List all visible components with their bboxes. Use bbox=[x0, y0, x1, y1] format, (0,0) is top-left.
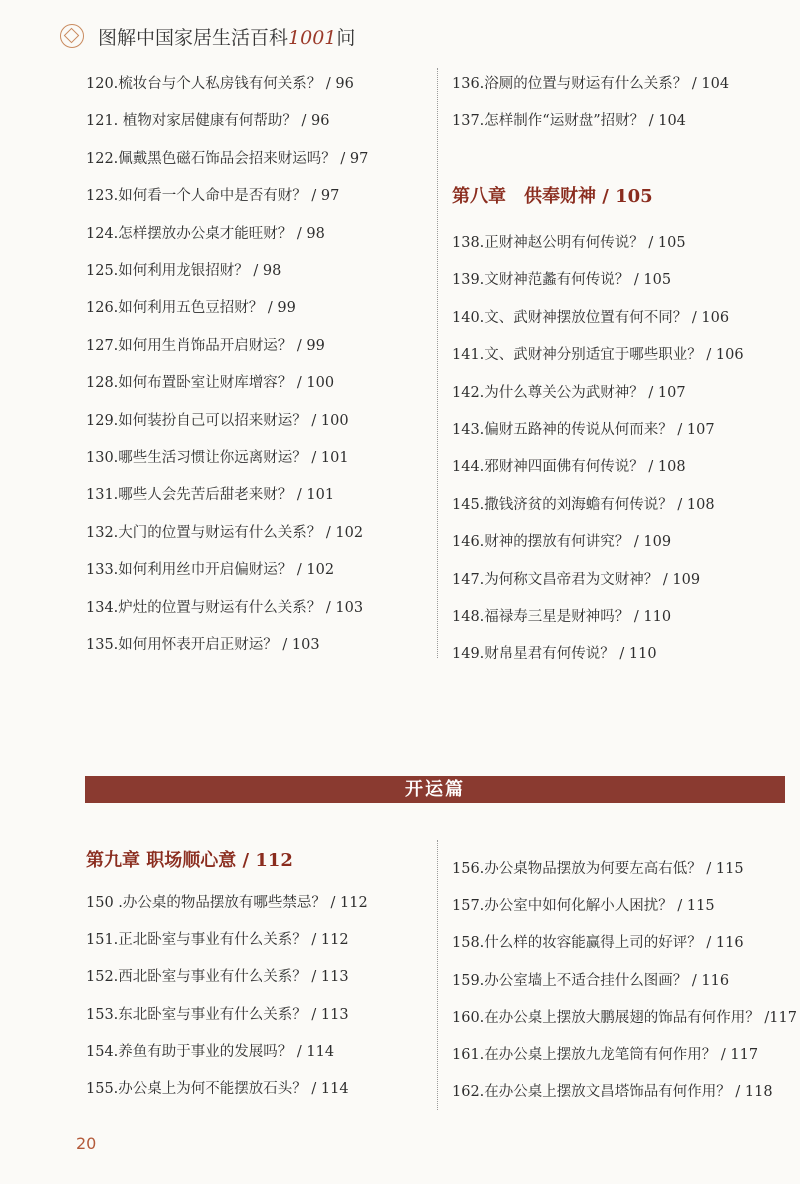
book-title-suffix: 问 bbox=[336, 26, 356, 49]
toc-entry: 154.养鱼有助于事业的发展吗？ / 114 bbox=[86, 1043, 335, 1060]
running-header bbox=[60, 18, 355, 54]
book-title bbox=[98, 23, 355, 50]
toc-entry: 150 .办公桌的物品摆放有哪些禁忌？ / 112 bbox=[86, 895, 368, 911]
toc-entry: 142.为什么尊关公为武财神？ / 107 bbox=[452, 384, 686, 401]
seal-logo-icon bbox=[60, 24, 84, 48]
toc-entry: 131.哪些人会先苦后甜老来财？ / 101 bbox=[86, 487, 335, 504]
toc-entry: 137.怎样制作“运财盘”招财？ / 104 bbox=[452, 113, 686, 130]
toc-entry: 136.浴厕的位置与财运有什么关系？ / 104 bbox=[452, 76, 730, 92]
toc-entry: 148.福禄寿三星是财神吗？ / 110 bbox=[452, 609, 672, 625]
toc-entry: 132.大门的位置与财运有什么关系？ / 102 bbox=[86, 524, 364, 541]
book-title-prefix: 图解中国家居生活百科 bbox=[98, 26, 289, 49]
toc-entry: 158.什么样的妆容能赢得上司的好评？ / 116 bbox=[452, 935, 744, 952]
toc-entry: 122.佩戴黑色磁石饰品会招来财运吗？ / 97 bbox=[86, 150, 369, 167]
page-number: 20 bbox=[76, 1134, 97, 1153]
toc-entry: 126.如何利用五色豆招财？ / 99 bbox=[86, 300, 296, 317]
toc-entry: 161.在办公桌上摆放九龙笔筒有何作用？ / 117 bbox=[452, 1047, 759, 1063]
chapter-heading-8: 第八章 供奉财神 / 105 bbox=[452, 186, 653, 207]
column-divider-top bbox=[437, 68, 438, 658]
chapter-heading-9: 第九章 职场顺心意 / 112 bbox=[86, 850, 293, 871]
toc-entry: 146.财神的摆放有何讲究？ / 109 bbox=[452, 534, 672, 551]
toc-entry: 151.正北卧室与事业有什么关系？ / 112 bbox=[86, 932, 349, 949]
toc-entry: 149.财帛星君有何传说？ / 110 bbox=[452, 646, 657, 663]
toc-entry: 135.如何用怀表开启正财运？ / 103 bbox=[86, 637, 320, 653]
toc-entry: 133.如何利用丝巾开启偏财运？ / 102 bbox=[86, 562, 335, 579]
toc-entry: 141.文、武财神分别适宜于哪些职业？ / 106 bbox=[452, 347, 744, 364]
toc-entry: 153.东北卧室与事业有什么关系？ / 113 bbox=[86, 1006, 349, 1023]
toc-entry: 152.西北卧室与事业有什么关系？ / 113 bbox=[86, 969, 349, 986]
toc-entry: 156.办公桌物品摆放为何要左高右低？ / 115 bbox=[452, 861, 744, 877]
book-title-number: 1001 bbox=[288, 26, 337, 49]
toc-entry: 155.办公桌上为何不能摆放石头？ / 114 bbox=[86, 1081, 349, 1097]
toc-entry: 130.哪些生活习惯让你远离财运？ / 101 bbox=[86, 450, 349, 466]
toc-entry: 157.办公室中如何化解小人困扰？ / 115 bbox=[452, 898, 715, 915]
toc-entry: 121. 植物对家居健康有何帮助？ / 96 bbox=[86, 113, 330, 130]
toc-entry: 124.怎样摆放办公桌才能旺财？ / 98 bbox=[86, 225, 325, 242]
toc-entry: 160.在办公桌上摆放大鹏展翅的饰品有何作用？ /117 bbox=[452, 1009, 797, 1026]
toc-entry: 140.文、武财神摆放位置有何不同？ / 106 bbox=[452, 309, 730, 326]
toc-entry: 147.为何称文昌帝君为文财神？ / 109 bbox=[452, 571, 701, 588]
toc-entry: 129.如何装扮自己可以招来财运？ / 100 bbox=[86, 412, 349, 429]
toc-entry: 123.如何看一个人命中是否有财？ / 97 bbox=[86, 188, 340, 205]
toc-entry: 128.如何布置卧室让财库增容？ / 100 bbox=[86, 375, 335, 392]
toc-entry: 139.文财神范蠡有何传说？ / 105 bbox=[452, 272, 672, 289]
toc-entry: 162.在办公桌上摆放文昌塔饰品有何作用？ / 118 bbox=[452, 1084, 773, 1101]
toc-entry: 120.梳妆台与个人私房钱有何关系？ / 96 bbox=[86, 76, 354, 92]
section-banner: 开运篇 bbox=[85, 776, 785, 803]
toc-entry: 143.偏财五路神的传说从何而来？ / 107 bbox=[452, 422, 715, 438]
column-divider-bottom bbox=[437, 840, 438, 1110]
toc-entry: 144.邪财神四面佛有何传说？ / 108 bbox=[452, 459, 686, 476]
toc-entry: 127.如何用生肖饰品开启财运？ / 99 bbox=[86, 337, 325, 354]
toc-entry: 138.正财神赵公明有何传说？ / 105 bbox=[452, 235, 686, 251]
toc-entry: 134.炉灶的位置与财运有什么关系？ / 103 bbox=[86, 599, 364, 616]
toc-entry: 125.如何利用龙银招财？ / 98 bbox=[86, 263, 282, 279]
toc-entry: 145.撒钱济贫的刘海蟾有何传说？ / 108 bbox=[452, 496, 715, 513]
toc-entry: 159.办公室墙上不适合挂什么图画？ / 116 bbox=[452, 972, 730, 989]
